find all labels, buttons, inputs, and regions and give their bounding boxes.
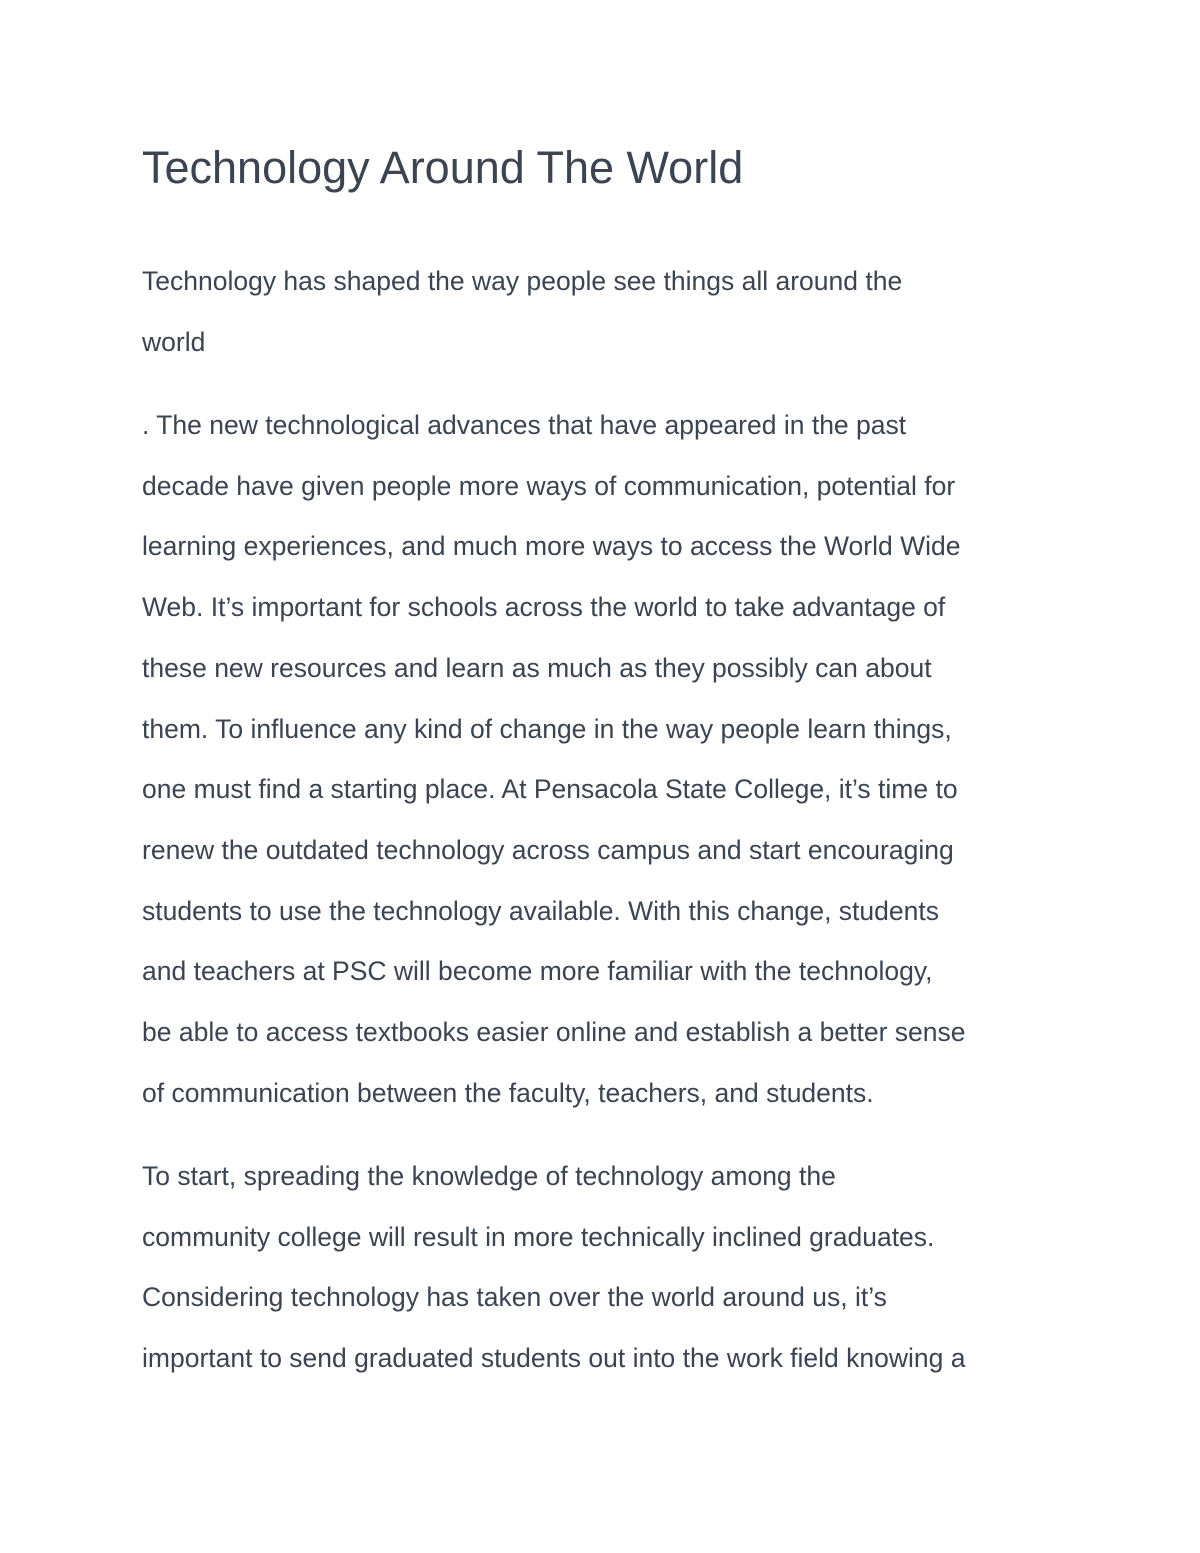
paragraph-intro <box>142 251 1082 372</box>
text-line: community college will result in more technically inclined graduates. <box>142 1221 935 1252</box>
text-line: them. To influence any kind of change in the way people learn things, <box>142 713 952 744</box>
text-line: Considering technology has taken over the world around us, it’s <box>142 1282 887 1313</box>
text-line: and teachers at PSC will become more familiar with the technology, <box>142 956 933 987</box>
text-line: these new resources and learn as much as they possibly can about <box>142 652 932 683</box>
text-line: be able to access textbooks easier online and establish a better sense <box>142 1017 966 1048</box>
text-line: renew the outdated technology across campus and start encouraging <box>142 834 954 865</box>
paragraph-body <box>142 1146 1082 1389</box>
text-line: of communication between the faculty, teachers, and students. <box>142 1077 874 1108</box>
text-line: . The new technological advances that have appeared in the past <box>142 410 907 440</box>
text-line: world <box>142 326 206 357</box>
text-line: Web. It’s important for schools across the world to take advantage of <box>142 592 946 623</box>
document-title: Technology Around The World <box>142 142 744 193</box>
text-line: students to use the technology available. With this change, students <box>142 895 939 926</box>
text-line: learning experiences, and much more ways to access the World Wide <box>142 531 961 562</box>
text-line: decade have given people more ways of communication, potential for <box>142 470 956 501</box>
paragraph-thesis <box>142 395 1082 1123</box>
text-line: important to send graduated students out into the work field knowing a <box>142 1343 966 1374</box>
text-line: one must find a starting place. At Pensacola State College, it’s time to <box>142 774 958 805</box>
text-line: Technology has shaped the way people see things all around the <box>142 266 903 296</box>
text-line: To start, spreading the knowledge of technology among the <box>142 1161 836 1191</box>
